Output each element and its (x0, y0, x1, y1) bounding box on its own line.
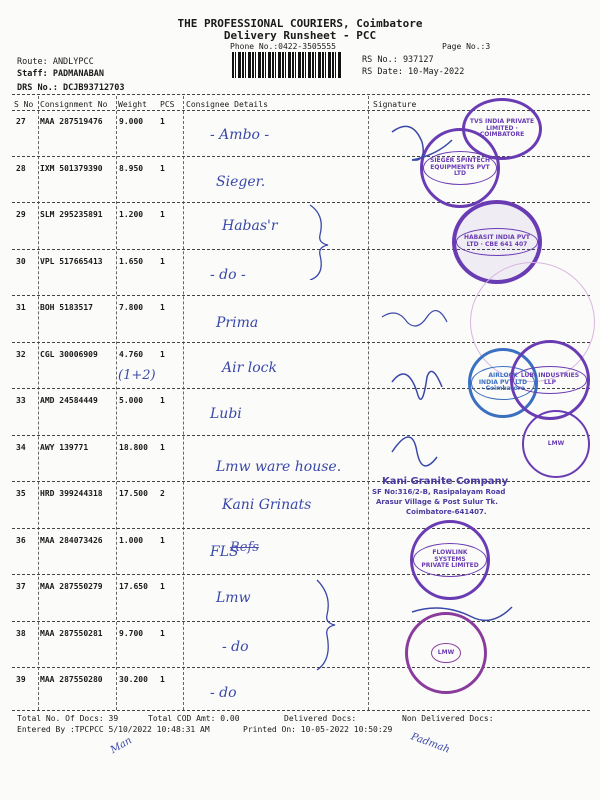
row-weight: 1.200 (119, 210, 144, 219)
row-consignment-no: SLM 295235891 (40, 210, 103, 219)
row-pcs: 1 (160, 535, 165, 545)
total-docs: Total No. Of Docs: 39 (17, 714, 119, 723)
row-pcs: 1 (160, 582, 165, 591)
row-consignment-no: VPL 517665413 (40, 256, 103, 266)
entered-by: Entered By :TPCPCC 5/10/2022 10:48:31 AM (17, 725, 210, 734)
col-divider (38, 96, 39, 710)
struck-word: Refs (230, 540, 259, 555)
row-sno: 37 (16, 582, 26, 591)
row-consignee-handwritten: Prima (216, 315, 259, 331)
row-consignee-handwritten: Kani Grinats (222, 497, 312, 513)
kani-stamp-line: Coimbatore-641407. (406, 508, 487, 516)
row-consignee-handwritten: Habas'r (222, 218, 278, 234)
company-stamp: LUBI INDUSTRIES LLP (510, 340, 590, 420)
total-cod: Total COD Amt: 0.00 (148, 714, 240, 723)
table-top-rule (12, 94, 590, 95)
barcode (232, 52, 342, 78)
row-sno: 28 (16, 163, 26, 173)
company-stamp: HABASIT INDIA PVT LTD · CBE 641 407 (452, 200, 542, 284)
rs-date: RS Date: 10-May-2022 (362, 67, 465, 77)
row-pcs: 1 (160, 349, 165, 359)
col-header-pcs: PCS (160, 100, 175, 109)
phone-number: Phone No.:0422-3505555 (230, 42, 336, 51)
row-weight: 30.200 (119, 675, 148, 684)
row-sno: 29 (16, 210, 26, 219)
row-weight: 4.760 (119, 349, 144, 359)
row-consignment-no: CGL 30006909 (40, 349, 98, 359)
row-pcs: 1 (160, 210, 165, 219)
col-header-consignment: Consignment No (40, 100, 108, 109)
delivered-docs: Delivered Docs: (284, 714, 357, 723)
row-sno: 38 (16, 628, 26, 638)
brace-mark (305, 200, 335, 280)
row-consignment-no: MAA 287519476 (40, 117, 103, 126)
col-divider (183, 96, 184, 710)
row-sno: 34 (16, 442, 26, 452)
row-weight: 17.500 (119, 489, 148, 498)
row-consignment-no: IXM 501379390 (40, 163, 103, 173)
col-divider (368, 96, 369, 710)
kani-stamp-line: Arasur Village & Post Sulur Tk. (376, 498, 498, 506)
weight-note: (1+2) (118, 368, 156, 383)
signature-scribbles (372, 112, 592, 712)
company-title: THE PROFESSIONAL COURIERS, Coimbatore (177, 17, 423, 30)
row-consignee-handwritten: - do (222, 638, 249, 655)
route: Route: ANDLYPCC (17, 57, 94, 67)
row-pcs: 2 (160, 489, 165, 498)
row-pcs: 1 (160, 117, 165, 126)
row-weight: 1.000 (119, 535, 144, 545)
printed-on: Printed On: 10-05-2022 10:50:29 (243, 725, 393, 734)
row-weight: 9.000 (119, 117, 144, 126)
col-header-consignee: Consignee Details (186, 100, 268, 109)
footer-signature: Padmah (409, 731, 452, 756)
drs-number: DRS No.: DCJB93712703 (17, 83, 125, 93)
row-consignment-no: BOH 5183517 (40, 303, 93, 312)
row-consignee-handwritten: Lmw ware house. (216, 458, 342, 475)
row-consignee-handwritten: Lubi (210, 406, 242, 422)
row-consignment-no: MAA 287550280 (40, 675, 103, 684)
col-header-weight: Weight (118, 100, 147, 109)
row-pcs: 1 (160, 675, 165, 684)
row-pcs: 1 (160, 303, 165, 312)
row-weight: 1.650 (119, 256, 144, 266)
company-stamp: TVS INDIA PRIVATE LIMITED · COIMBATORE (462, 98, 542, 160)
row-consignment-no: MAA 284073426 (40, 535, 103, 545)
row-consignee-handwritten: Sieger. (216, 173, 266, 190)
row-pcs: 1 (160, 163, 165, 173)
row-consignee-handwritten: - do - (210, 266, 246, 283)
row-weight: 9.700 (119, 628, 144, 638)
row-weight: 8.950 (119, 163, 144, 173)
kani-stamp-name: Kani Granite Company (382, 476, 509, 487)
row-sno: 30 (16, 256, 26, 266)
row-consignee-handwritten: Lmw (216, 590, 251, 606)
row-consignment-no: MAA 287550281 (40, 628, 103, 638)
row-pcs: 1 (160, 628, 165, 638)
col-divider (116, 96, 117, 710)
row-consignee-handwritten: Air lock (222, 359, 277, 376)
row-consignee-handwritten: FLS (210, 543, 239, 560)
staff: Staff: PADMANABAN (17, 69, 104, 79)
row-sno: 27 (16, 117, 26, 126)
row-consignment-no: AWY 139771 (40, 442, 89, 452)
row-consignment-no: MAA 287550279 (40, 582, 103, 591)
company-stamp: SIEGER SPINTECH EQUIPMENTS PVT LTD (420, 128, 500, 208)
non-delivered-docs: Non Delivered Docs: (402, 714, 494, 723)
row-consignment-no: HRD 399244318 (40, 489, 103, 498)
row-sno: 39 (16, 675, 26, 684)
row-pcs: 1 (160, 256, 165, 266)
row-sno: 35 (16, 489, 26, 498)
col-header-signature: Signature (373, 100, 417, 109)
row-pcs: 1 (160, 442, 165, 452)
col-header-sno: S No (14, 100, 34, 109)
company-stamp: LMW (405, 612, 487, 694)
row-sno: 36 (16, 535, 26, 545)
row-consignee-handwritten: - do (210, 685, 237, 701)
page-number: Page No.:3 (442, 42, 491, 51)
row-sno: 32 (16, 349, 26, 359)
row-pcs: 1 (160, 396, 165, 405)
brace-mark (312, 575, 342, 675)
row-consignment-no: AMD 24584449 (40, 396, 98, 405)
kani-stamp-line: SF No:316/2-B, Rasipalayam Road (372, 488, 506, 496)
document-title: Delivery Runsheet - PCC (223, 29, 377, 42)
company-stamp: AIRLOCK INDIA PVT LTD · Coimbatore (468, 348, 538, 418)
company-stamp: LMW (522, 410, 590, 478)
row-weight: 18.800 (119, 442, 148, 452)
rs-number: RS No.: 937127 (362, 55, 434, 65)
footer-rule (12, 710, 590, 711)
row-sno: 33 (16, 396, 26, 405)
company-stamp: FLOWLINK SYSTEMS PRIVATE LIMITED (410, 520, 490, 600)
row-weight: 7.800 (119, 303, 144, 312)
footer-signature: Man (108, 735, 134, 756)
row-weight: 5.000 (119, 396, 144, 405)
row-consignee-handwritten: - Ambo - (210, 127, 270, 143)
row-weight: 17.650 (119, 582, 148, 591)
row-sno: 31 (16, 303, 26, 312)
